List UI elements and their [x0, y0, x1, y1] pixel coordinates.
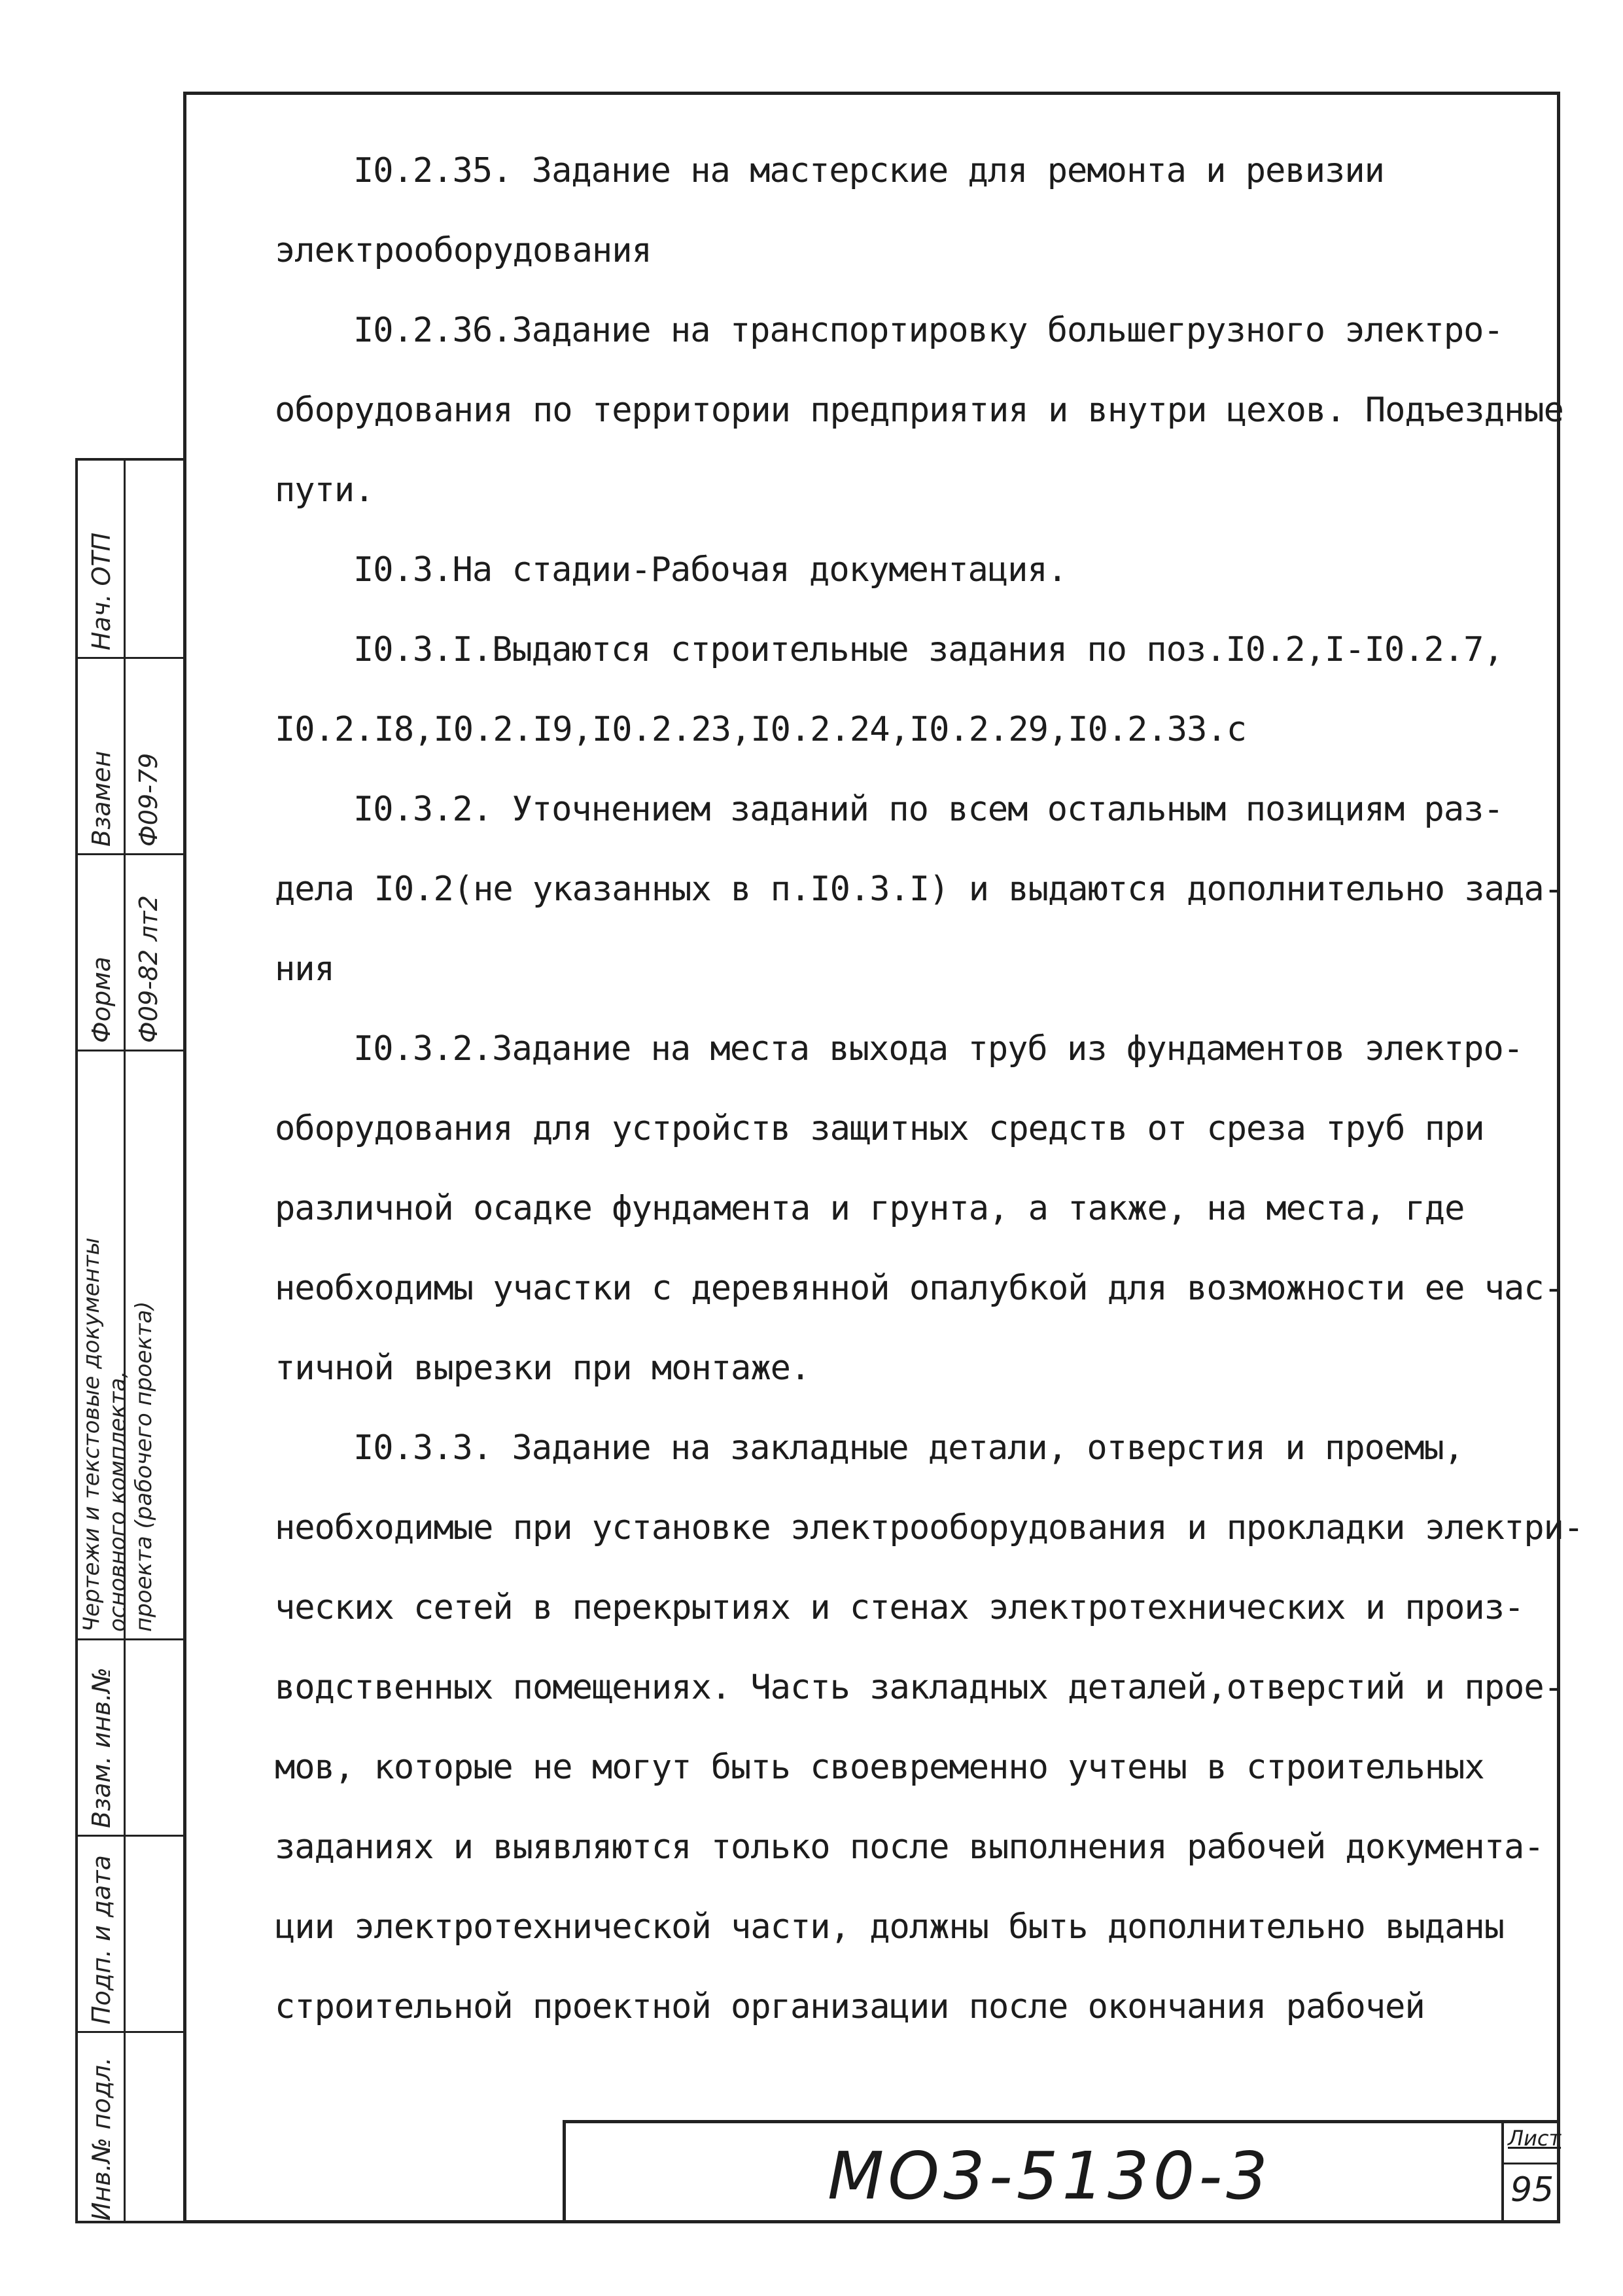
text-line: I0.3.На стадии-Рабочая документация.	[353, 550, 1068, 590]
sheet-label: Лист	[1508, 2126, 1562, 2151]
strip-cell	[78, 657, 183, 659]
value-vzamen: Ф09-79	[134, 752, 163, 847]
label-vzam-inv: Взам. инв.№	[87, 1667, 116, 1828]
text-line: I0.3.2. Уточнением заданий по всем остальным позициям раз-	[353, 790, 1503, 829]
text-line: I0.3.2.Задание на места выхода труб из фундаментов электро-	[353, 1029, 1524, 1069]
text-line: водственных помещениях. Часть закладных деталей,отверстий и прое-	[275, 1668, 1563, 1707]
strip-cell	[78, 1638, 183, 1640]
document-code: МО3-5130-3	[828, 2138, 1272, 2214]
text-line: оборудования по территории предприятия и внутри цехов. Подъездные	[275, 391, 1563, 430]
text-line: I0.3.3. Задание на закладные детали, отверстия и проемы,	[353, 1428, 1464, 1468]
label-nach-otp: Нач. ОТП	[87, 532, 116, 650]
label-drawings-title: Чертежи и текстовые документы	[79, 1237, 105, 1632]
text-line: заданиях и выявляются только после выполнения рабочей документа-	[275, 1828, 1544, 1867]
left-stamp-strip	[75, 458, 183, 2223]
text-line: пути.	[275, 470, 374, 510]
text-line: строительной проектной организации после окончания рабочей	[275, 1987, 1425, 2026]
text-line: I0.2.36.Задание на транспортировку большегрузного электро-	[353, 311, 1503, 350]
label-vzamen: Взамен	[87, 751, 116, 847]
text-line: необходимы участки с деревянной опалубкой для возможности ее час-	[275, 1269, 1563, 1308]
label-forma: Форма	[87, 956, 116, 1043]
text-line: I0.2.35. Задание на мастерские для ремонта и ревизии	[353, 151, 1384, 190]
text-line: I0.2.I8,I0.2.I9,I0.2.23,I0.2.24,I0.2.29,I0.2.33.с	[275, 710, 1247, 749]
label-podp-data: Подп. и дата	[87, 1855, 116, 2024]
sheet-number-box	[1501, 2123, 1560, 2223]
text-line: электрооборудования	[275, 231, 652, 270]
strip-cell	[78, 853, 183, 855]
text-line: различной осадке фундамента и грунта, а также, на места, где	[275, 1189, 1465, 1228]
strip-cell	[78, 1050, 183, 1051]
text-line: мов, которые не могут быть своевременно учтены в строительных	[275, 1748, 1484, 1787]
strip-cell	[78, 2031, 183, 2033]
text-line: ческих сетей в перекрытиях и стенах электротехнических и произ-	[275, 1588, 1524, 1627]
title-block	[563, 2120, 1560, 2223]
label-drawings-sub1: основного комплекта,	[105, 1371, 131, 1632]
label-drawings-sub2: проекта (рабочего проекта)	[131, 1301, 157, 1632]
text-line: необходимые при установке электрооборудования и прокладки электри-	[275, 1508, 1584, 1547]
strip-cell	[78, 1835, 183, 1837]
text-line: ния	[275, 949, 334, 989]
text-line: ции электротехнической части, должны быть дополнительно выданы	[275, 1907, 1505, 1947]
sheet-number: 95	[1510, 2170, 1554, 2210]
label-inv-podl: Инв.№ подл.	[87, 2057, 116, 2221]
text-line: I0.3.I.Выдаются строительные задания по поз.I0.2,I-I0.2.7,	[353, 630, 1503, 669]
sheet-box-divider	[1504, 2163, 1560, 2164]
value-forma: Ф09-82 лт2	[134, 895, 163, 1043]
strip-divider	[124, 461, 126, 2221]
text-line: дела I0.2(не указанных в п.I0.3.I) и выдаются дополнительно зада-	[275, 870, 1563, 909]
text-line: тичной вырезки при монтаже.	[275, 1349, 811, 1388]
text-line: оборудования для устройств защитных средств от среза труб при	[275, 1109, 1484, 1148]
